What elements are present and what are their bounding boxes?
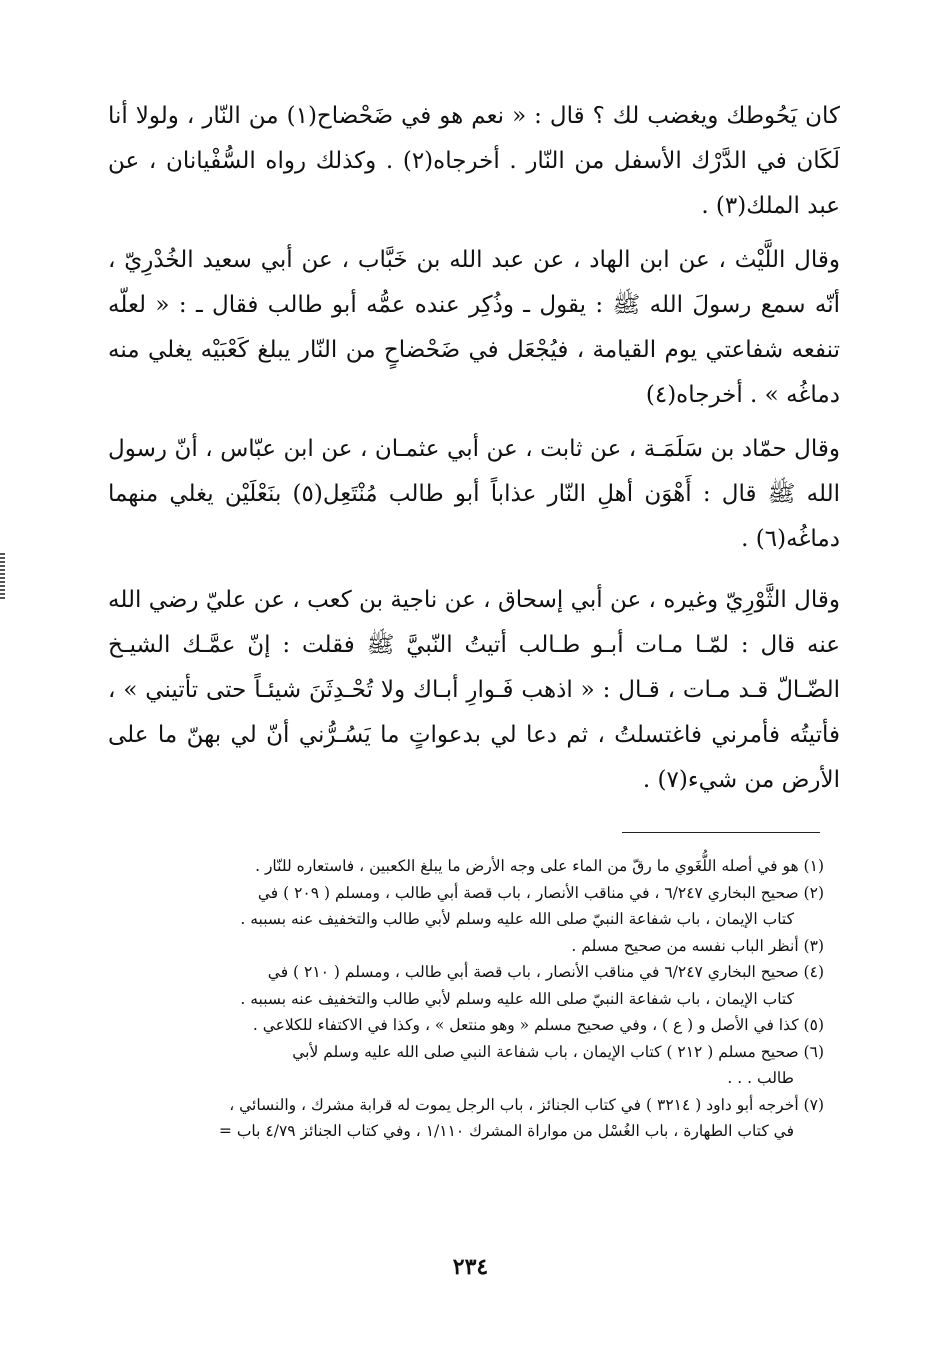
footnote-text: (٧) أخرجه أبو داود ( ٣٢١٤ ) في كتاب الجنائز ، باب الرجل يموت له قرابة مشرك ، والنسائي ، [229,1095,824,1114]
body-paragraph [108,94,840,229]
footnote-text: (١) هو في أصله اللُّغَوي ما رقّ من الماء على وجه الأرض ما يبلغ الكعبين ، فاستعاره للنّار . [255,857,824,875]
footnote [100,959,824,1012]
paragraph-text: وقال الثَّوْرِيّ وغيره ، عن أبي إسحاق ، عن ناجية بن كعب ، عن عليّ رضي الله عنه قال : لمّـا مـات أبـو طـالب أتيتُ النّبيَّ ﷺ فقلت : إنّ عمَّـك الشيـخ الضّـالّ قـد مـات ، قـال : « اذهب فَـوارِ أبـاك ولا تُحْـدِثَنَ شيئـاً حتى تأتيني » ، فأتيتُه فأمرني فاغتسلتُ ، ثم دعا لي بدعواتٍ ما يَسُـرُّني أنّ لي بهنّ ما على الأرض من شيء(٧) . [108,587,840,793]
footnote-text: (٦) صحيح مسلم ( ٢١٢ ) كتاب الإيمان ، باب شفاعة النبي صلى الله عليه وسلم لأبي [292,1042,824,1061]
footnote-text: (٢) صحيح البخاري ٦/٢٤٧ ، في مناقب الأنصار ، باب قصة أبي طالب ، ومسلم ( ٢٠٩ ) في [257,883,824,902]
footnote [100,933,824,960]
paragraph-text: وقال اللَّيْث ، عن ابن الهاد ، عن عبد الله بن خَبَّاب ، عن أبي سعيد الخُدْرِيّ ، أنّه سمع رسولَ الله ﷺ : يقول ـ وذُكِر عنده عمُّه أبو طالب فقال ـ : « لعلّه تنفعه شفاعتي يوم القيامة ، فيُجْعَل في ضَحْضاحٍ من النّار يبلغ كَعْبَيْه يغلي منه دماغُه » . أخرجاه(٤) [108,247,840,408]
paragraph-text: كان يَحُوطك ويغضب لك ؟ قال : « نعم هو في ضَحْضاح(١) من النّار ، ولولا أنا لَكَان في الدَّرْك الأسفل من النّار . أخرجاه(٢) . وكذلك رواه السُّفْيانان ، عن عبد الملك(٣) . [108,103,840,219]
page-number: ٢٣٤ [452,1254,489,1280]
footnote-divider [622,832,820,833]
body-paragraph [108,427,840,562]
footnotes-section [100,853,824,1145]
footnote [100,1039,824,1092]
footnote-text: (٥) كذا في الأصل و ( ع ) ، وفي صحيح مسلم « وهو منتعل » ، وكذا في الاكتفاء للكلاعي . [252,1016,824,1034]
body-paragraph [108,238,840,418]
footnote [100,1092,824,1145]
footnote-continuation: طالب . . . [727,1069,794,1087]
footnote [100,1012,824,1039]
body-paragraph [108,578,840,803]
paragraph-text: وقال حمّاد بن سَلَمَـة ، عن ثابت ، عن أبي عثمـان ، عن ابن عبّاس ، أنّ رسول الله ﷺ قال : أَهْوَن أهلِ النّار عذاباً أبو طالب مُنْتَعِل(٥) بنَعْلَيْن يغلي منهما دماغُه(٦) . [108,436,841,552]
footnote [100,853,824,880]
footnote-continuation: كتاب الإيمان ، باب شفاعة النبيّ صلى الله عليه وسلم لأبي طالب والتخفيف عنه بسببه . [240,910,794,928]
footnote [100,880,824,933]
footnote-text: (٣) أنظر الباب نفسه من صحيح مسلم . [571,936,824,955]
footnote-continuation: في كتاب الطهارة ، باب الغُسْل من مواراة المشرك ١/١١٠ ، وفي كتاب الجنائز ٤/٧٩ باب = [218,1122,794,1140]
footnote-text: (٤) صحيح البخاري ٦/٢٤٧ في مناقب الأنصار ، باب قصة أبي طالب ، ومسلم ( ٢١٠ ) في [267,963,824,981]
scan-edge-mark [0,553,5,601]
footnote-continuation: كتاب الإيمان ، باب شفاعة النبيّ صلى الله عليه وسلم لأبي طالب والتخفيف عنه بسببه . [240,989,794,1008]
